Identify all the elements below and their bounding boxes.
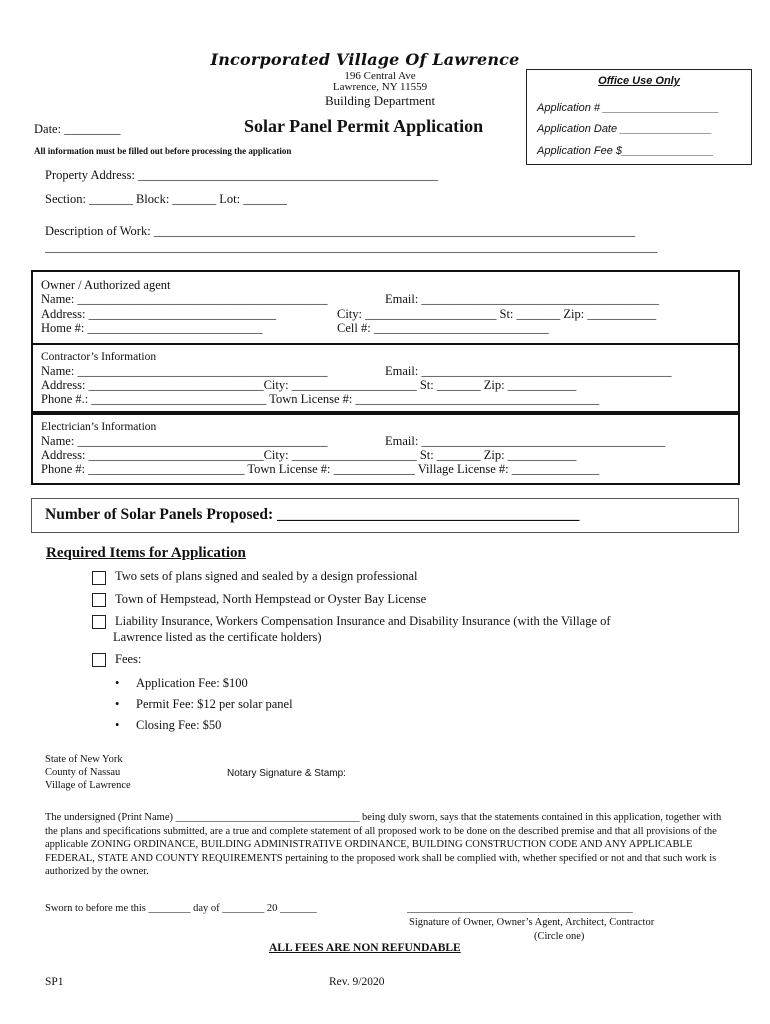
- owner-address-field[interactable]: Address: ______________________________: [41, 307, 277, 321]
- solar-panel-count-field[interactable]: Number of Solar Panels Proposed: _______________________________________: [45, 506, 580, 523]
- sworn-declaration: The undersigned (Print Name) ___________________________________ being duly sworn, says that the statements contained in this application, together with the plans and specifications submitted, are a true and complete statement of all proposed work to be done on the described premise and that all provisions of the applicable ZONING ORDINANCE, BUILDING ADMINISTRATIVE ORDINANCE, BUILDING CONSTRUCTION CODE AND ANY APPLICABLE FEDERAL, STATE AND COUNTY REQUIREMENTS pertaining to the proposed work shall be complied with, whether specified or not and that such work is authorized by the owner.: [45, 812, 722, 877]
- bullet-icon: •: [115, 697, 120, 711]
- license-checkbox[interactable]: [92, 593, 106, 607]
- application-date-field[interactable]: Application Date _______________: [537, 123, 712, 135]
- section-block-lot-field[interactable]: Section: _______ Block: _______ Lot: _______: [45, 192, 288, 206]
- address-line-2: Lawrence, NY 11559: [332, 81, 428, 93]
- property-address-field[interactable]: Property Address: ________________________________________________: [45, 168, 439, 182]
- page-title: Solar Panel Permit Application: [244, 116, 484, 136]
- notary-state: State of New York: [45, 754, 123, 765]
- address-line-1: 196 Central Ave: [344, 70, 416, 82]
- electrician-email-field[interactable]: Email: _______________________________________: [385, 434, 666, 448]
- office-use-title: Office Use Only: [598, 75, 680, 87]
- application-fee-item: Application Fee: $100: [136, 676, 248, 690]
- fees-checkbox[interactable]: [92, 653, 106, 667]
- required-items-title: Required Items for Application: [46, 545, 246, 561]
- description-line-2[interactable]: __________________________________________________________________________________________________: [45, 240, 658, 254]
- bullet-icon: •: [115, 718, 120, 732]
- application-fee-field[interactable]: Application Fee $_______________: [537, 145, 714, 157]
- owner-signature-line[interactable]: ___________________________________________: [407, 903, 633, 914]
- license-item-label: Town of Hempstead, North Hempstead or Oyster Bay License: [115, 592, 427, 606]
- owner-city-field[interactable]: City: _____________________ St: _______ Zip: ___________: [337, 307, 657, 321]
- electrician-name-field[interactable]: Name: ________________________________________: [41, 434, 328, 448]
- insurance-item-label-cont: Lawrence listed as the certificate holders): [113, 630, 322, 644]
- permit-fee-item: Permit Fee: $12 per solar panel: [136, 697, 293, 711]
- electrician-address-field[interactable]: Address: ____________________________City: ____________________ St: _______ Zip: ___________: [41, 448, 577, 462]
- owner-heading: Owner / Authorized agent: [41, 278, 171, 292]
- circle-one-note: (Circle one): [534, 931, 585, 942]
- sworn-date-field[interactable]: Sworn to before me this ________ day of ________ 20 _______: [45, 903, 317, 914]
- form-code: SP1: [45, 976, 64, 988]
- bullet-icon: •: [115, 676, 120, 690]
- closing-fee-item: Closing Fee: $50: [136, 718, 222, 732]
- electrician-phone-field[interactable]: Phone #: _________________________ Town License #: _____________ Village License #: ______________: [41, 462, 600, 476]
- owner-email-field[interactable]: Email: ______________________________________: [385, 292, 659, 306]
- contractor-section: [31, 343, 740, 413]
- insurance-item-label: Liability Insurance, Workers Compensation Insurance and Disability Insurance (with the Village of: [115, 614, 611, 628]
- owner-section: [31, 270, 740, 345]
- notary-signature-label: Notary Signature & Stamp:: [227, 768, 346, 779]
- notary-village: Village of Lawrence: [45, 780, 131, 791]
- solar-panel-count-box: [31, 498, 739, 533]
- fees-item-label: Fees:: [115, 652, 142, 666]
- date-field[interactable]: Date: _________: [34, 122, 121, 136]
- department-name: Building Department: [324, 93, 436, 108]
- contractor-phone-field[interactable]: Phone #.: ____________________________ Town License #: _______________________________________: [41, 392, 600, 406]
- contractor-heading: Contractor’s Information: [41, 351, 157, 363]
- application-number-field[interactable]: Application # ___________________: [537, 102, 720, 114]
- revision-date: Rev. 9/2020: [329, 976, 385, 988]
- owner-signature-label: Signature of Owner, Owner’s Agent, Architect, Contractor: [409, 917, 655, 928]
- owner-home-phone-field[interactable]: Home #: ____________________________: [41, 321, 263, 335]
- contractor-address-field[interactable]: Address: ____________________________City: ____________________ St: _______ Zip: ___________: [41, 378, 577, 392]
- insurance-checkbox[interactable]: [92, 615, 106, 629]
- fill-notice: All information must be filled out before processing the application: [34, 146, 292, 156]
- owner-cell-phone-field[interactable]: Cell #: ____________________________: [337, 321, 549, 335]
- notary-county: County of Nassau: [45, 767, 121, 778]
- plans-item-label: Two sets of plans signed and sealed by a design professional: [115, 569, 418, 583]
- contractor-email-field[interactable]: Email: ________________________________________: [385, 364, 672, 378]
- plans-checkbox[interactable]: [92, 571, 106, 585]
- electrician-section: [31, 413, 740, 485]
- contractor-name-field[interactable]: Name: ________________________________________: [41, 364, 328, 378]
- electrician-heading: Electrician’s Information: [41, 421, 157, 433]
- office-use-box: [526, 69, 752, 165]
- village-title: Incorporated Village Of Lawrence: [210, 50, 520, 69]
- description-of-work-field[interactable]: Description of Work: _____________________________________________________________________________: [45, 224, 636, 238]
- owner-name-field[interactable]: Name: ________________________________________: [41, 292, 328, 306]
- non-refundable-notice: ALL FEES ARE NON REFUNDABLE: [269, 942, 461, 954]
